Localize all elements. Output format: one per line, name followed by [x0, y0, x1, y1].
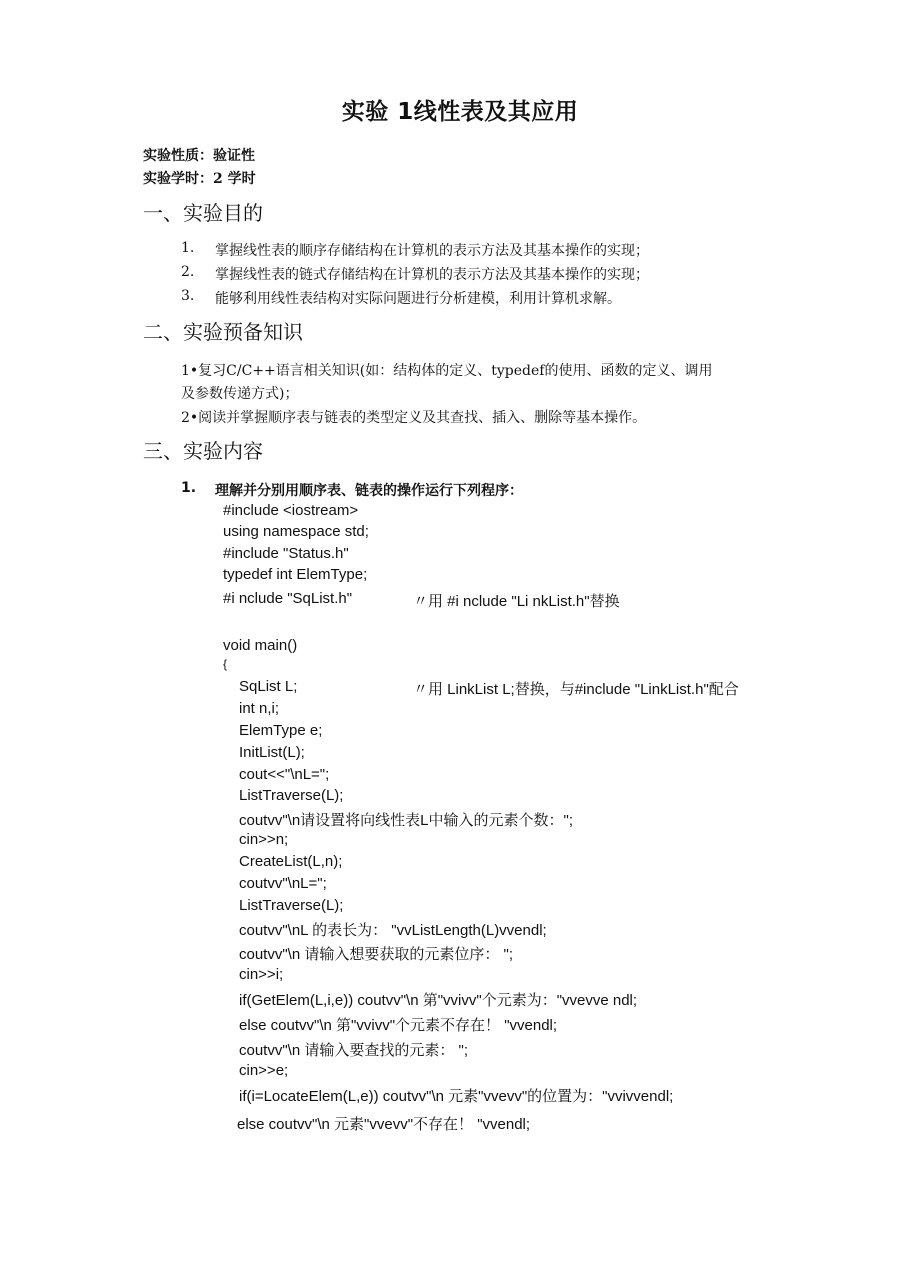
code-comment: 〃用 #i nclude "Li nkList.h"替换 [413, 593, 620, 610]
code-line: cin>>n; [239, 831, 289, 848]
code-line: else coutvv"\n 元素"vvevv"不存在！ "vvendl; [237, 1116, 531, 1133]
page-title: 实验 1线性表及其应用 [341, 99, 579, 125]
task-number: 1. [181, 480, 197, 496]
list-item-number: 1. [181, 240, 195, 256]
code-line: using namespace std; [223, 523, 369, 540]
code-comment: 〃用 LinkList L;替换，与#include "LinkList.h"配合 [413, 681, 739, 698]
code-line: #i nclude "SqList.h" [223, 590, 353, 607]
prep-line-1: 1•复习C/C++语言相关知识(如：结构体的定义、typedef的使用、函数的定义、调用 [181, 363, 713, 379]
code-line: cin>>e; [239, 1062, 289, 1079]
code-line: typedef int ElemType; [223, 566, 368, 583]
experiment-hours: 实验学时：2 学时 [143, 171, 256, 187]
code-line: if(GetElem(L,i,e)) coutvv"\n 第"vvivv"个元素为："vvevve ndl; [239, 992, 638, 1009]
code-line: cin>>i; [239, 966, 284, 983]
code-line: #include "Status.h" [223, 545, 349, 562]
section-heading-content: 三、实验内容 [143, 439, 263, 463]
list-item-number: 2. [181, 264, 195, 280]
section-heading-objectives: 一、实验目的 [143, 201, 263, 225]
list-item-text: 掌握线性表的链式存储结构在计算机的表示方法及其基本操作的实现； [215, 267, 649, 283]
code-line: coutvv"\n请设置将向线性表L中输入的元素个数："; [239, 812, 574, 829]
code-line: ElemType e; [239, 722, 323, 739]
code-line: InitList(L); [239, 744, 305, 761]
experiment-nature: 实验性质：验证性 [143, 148, 255, 164]
code-line: void main() [223, 637, 298, 654]
list-item-number: 3. [181, 288, 195, 304]
code-line: cout<<"\nL="; [239, 766, 330, 783]
code-line: coutvv"\n 请输入想要获取的元素位序： "; [239, 946, 514, 963]
code-line: ListTraverse(L); [239, 787, 344, 804]
list-item-text: 掌握线性表的顺序存储结构在计算机的表示方法及其基本操作的实现； [215, 243, 649, 259]
code-line: coutvv"\n 请输入要查找的元素： "; [239, 1042, 469, 1059]
code-line: ListTraverse(L); [239, 897, 344, 914]
task-text: 理解并分别用顺序表、链表的操作运行下列程序： [215, 483, 523, 499]
section-heading-preparation: 二、实验预备知识 [143, 320, 303, 344]
code-line: else coutvv"\n 第"vvivv"个元素不存在！ "vvendl; [239, 1017, 558, 1034]
list-item-text: 能够利用线性表结构对实际问题进行分析建模，利用计算机求解。 [215, 291, 621, 307]
code-line: SqList L; [239, 678, 298, 695]
prep-line-3: 2•阅读并掌握顺序表与链表的类型定义及其查找、插入、删除等基本操作。 [181, 410, 647, 426]
code-line: if(i=LocateElem(L,e)) coutvv"\n 元素"vvevv"的位置为："vvivvendl; [239, 1088, 674, 1105]
code-line: int n,i; [239, 700, 280, 717]
code-line: CreateList(L,n); [239, 853, 343, 870]
code-line: coutvv"\nL 的表长为： "vvListLength(L)vvendl; [239, 922, 547, 939]
code-line: { [223, 657, 228, 671]
code-line: #include <iostream> [223, 502, 359, 519]
prep-line-2: 及参数传递方式)； [181, 386, 299, 402]
code-line: coutvv"\nL="; [239, 875, 327, 892]
